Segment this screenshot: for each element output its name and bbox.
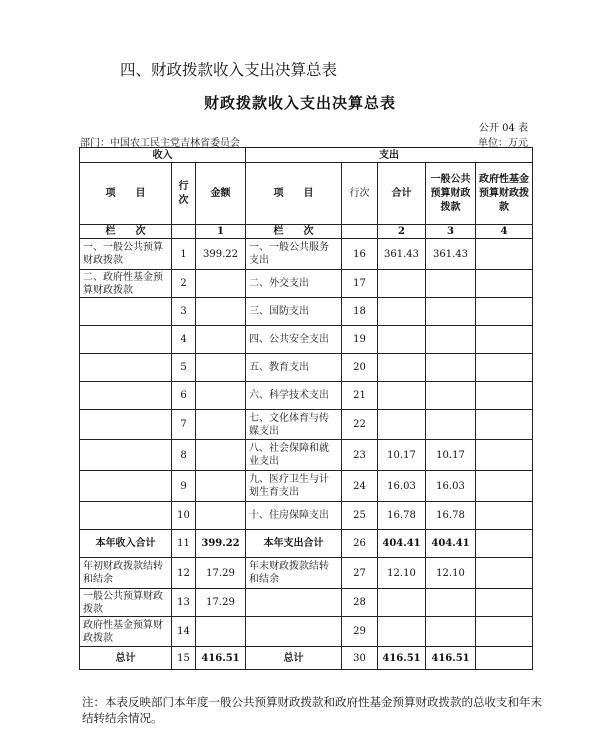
expense-total [378, 410, 426, 440]
income-item [80, 354, 172, 382]
expense-item: 四、公共安全支出 [246, 326, 342, 354]
col-index-1: 1 [196, 225, 246, 239]
expense-general-budget [426, 410, 476, 440]
income-line-no: 11 [172, 530, 196, 558]
table-row [80, 530, 533, 558]
income-amount [196, 502, 246, 530]
expense-general-budget: 16.03 [426, 471, 476, 502]
expense-column-label: 栏 次 [246, 225, 342, 239]
income-line-no: 3 [172, 298, 196, 326]
table-row [80, 589, 533, 617]
expense-total-header: 合计 [378, 163, 426, 225]
income-amount: 399.22 [196, 239, 246, 270]
expense-line-no: 29 [342, 617, 378, 647]
income-amount [196, 270, 246, 298]
expense-total: 404.41 [378, 530, 426, 558]
income-amount: 399.22 [196, 530, 246, 558]
expense-fund-budget [476, 270, 533, 298]
income-amount [196, 471, 246, 502]
expense-fund-budget [476, 471, 533, 502]
general-budget-header: 一般公共预算财政拨款 [426, 163, 476, 225]
income-item: 二、政府性基金预算财政拨款 [80, 270, 172, 298]
income-line-no: 5 [172, 354, 196, 382]
income-amount [196, 298, 246, 326]
table-row [80, 502, 533, 530]
income-line-no: 12 [172, 558, 196, 589]
income-amount [196, 382, 246, 410]
col-index-3: 3 [426, 225, 476, 239]
income-line-no: 4 [172, 326, 196, 354]
expense-header: 支出 [246, 148, 533, 163]
expense-general-budget: 416.51 [426, 647, 476, 670]
income-line-no: 13 [172, 589, 196, 617]
expense-line-no: 16 [342, 239, 378, 270]
expense-total: 16.03 [378, 471, 426, 502]
expense-item: 十、住房保障支出 [246, 502, 342, 530]
col-index-4: 4 [476, 225, 533, 239]
income-line-no: 2 [172, 270, 196, 298]
income-item [80, 298, 172, 326]
col-index-2: 2 [378, 225, 426, 239]
expense-line-no: 18 [342, 298, 378, 326]
income-item: 一般公共预算财政拨款 [80, 589, 172, 617]
income-line-no: 15 [172, 647, 196, 670]
income-item: 一、一般公共预算财政拨款 [80, 239, 172, 270]
expense-item-header: 项 目 [246, 163, 342, 225]
expense-general-budget [426, 617, 476, 647]
income-amount [196, 410, 246, 440]
expense-item: 九、医疗卫生与计划生育支出 [246, 471, 342, 502]
expense-line-no: 23 [342, 440, 378, 471]
expense-item [246, 589, 342, 617]
income-item [80, 382, 172, 410]
expense-fund-budget [476, 502, 533, 530]
table-row [80, 382, 533, 410]
footnote: 注：本表反映部门本年度一般公共预算财政拨款和政府性基金预算财政拨款的总收支和年末结转结余情况。 [82, 695, 542, 725]
expense-general-budget [426, 354, 476, 382]
section-heading: 四、财政拨款收入支出决算总表 [120, 61, 338, 79]
table-row [80, 354, 533, 382]
income-item: 本年收入合计 [80, 530, 172, 558]
fund-budget-header: 政府性基金预算财政拨款 [476, 163, 533, 225]
income-line-no: 7 [172, 410, 196, 440]
income-item: 年初财政拨款结转和结余 [80, 558, 172, 589]
table-title: 财政拨款收入支出决算总表 [203, 94, 396, 112]
expense-item: 五、教育支出 [246, 354, 342, 382]
expense-general-budget: 10.17 [426, 440, 476, 471]
income-amount [196, 440, 246, 471]
income-item [80, 471, 172, 502]
income-item-header: 项 目 [80, 163, 172, 225]
income-line-no: 10 [172, 502, 196, 530]
expense-line-no: 26 [342, 530, 378, 558]
expense-fund-budget [476, 382, 533, 410]
expense-fund-budget [476, 617, 533, 647]
income-header: 收入 [80, 148, 246, 163]
expense-item: 七、文化体育与传媒支出 [246, 410, 342, 440]
expense-total: 10.17 [378, 440, 426, 471]
expense-general-budget [426, 382, 476, 410]
expense-total [378, 298, 426, 326]
expense-total [378, 617, 426, 647]
expense-total [378, 270, 426, 298]
expense-total: 416.51 [378, 647, 426, 670]
table-row [80, 239, 533, 270]
income-line-no: 9 [172, 471, 196, 502]
expense-fund-budget [476, 589, 533, 617]
table-row [80, 647, 533, 670]
expense-total [378, 354, 426, 382]
expense-general-budget [426, 326, 476, 354]
expense-fund-budget [476, 298, 533, 326]
expense-total [378, 326, 426, 354]
table-row [80, 471, 533, 502]
table-row [80, 558, 533, 589]
expense-fund-budget [476, 239, 533, 270]
income-item: 总计 [80, 647, 172, 670]
income-amount: 17.29 [196, 558, 246, 589]
expense-item: 八、社会保障和就业支出 [246, 440, 342, 471]
expense-general-budget: 404.41 [426, 530, 476, 558]
unit-label: 单位：万元 [478, 138, 528, 149]
expense-item [246, 617, 342, 647]
expense-total: 361.43 [378, 239, 426, 270]
expense-general-budget [426, 589, 476, 617]
form-number: 公开 04 表 [478, 123, 528, 134]
expense-fund-budget [476, 558, 533, 589]
expense-line-no: 27 [342, 558, 378, 589]
expense-line-no: 22 [342, 410, 378, 440]
income-item [80, 502, 172, 530]
expense-fund-budget [476, 440, 533, 471]
expense-line-no: 28 [342, 589, 378, 617]
expense-general-budget: 361.43 [426, 239, 476, 270]
expense-line-no: 20 [342, 354, 378, 382]
expense-line-no: 24 [342, 471, 378, 502]
income-line-header: 行次 [172, 163, 196, 225]
expense-general-budget [426, 270, 476, 298]
income-amount: 416.51 [196, 647, 246, 670]
expense-item: 六、科学技术支出 [246, 382, 342, 410]
table-row [80, 270, 533, 298]
department-label: 部门：中国农工民主党吉林省委员会 [80, 138, 240, 149]
expense-item: 一、一般公共服务支出 [246, 239, 342, 270]
expense-line-no: 21 [342, 382, 378, 410]
expense-total: 12.10 [378, 558, 426, 589]
expense-line-no: 19 [342, 326, 378, 354]
income-item [80, 410, 172, 440]
income-amount: 17.29 [196, 589, 246, 617]
table-row [80, 440, 533, 471]
expense-general-budget [426, 298, 476, 326]
expense-general-budget: 16.78 [426, 502, 476, 530]
income-line-no: 14 [172, 617, 196, 647]
income-amount [196, 617, 246, 647]
table-row [80, 410, 533, 440]
expense-line-header: 行次 [342, 163, 378, 225]
table-row [80, 298, 533, 326]
expense-total: 16.78 [378, 502, 426, 530]
expense-fund-budget [476, 326, 533, 354]
expense-total [378, 589, 426, 617]
expense-general-budget: 12.10 [426, 558, 476, 589]
expense-line-no: 30 [342, 647, 378, 670]
expense-item: 年末财政拨款结转和结余 [246, 558, 342, 589]
table-row [80, 617, 533, 647]
income-amount [196, 326, 246, 354]
expense-line-no: 17 [342, 270, 378, 298]
expense-item: 本年支出合计 [246, 530, 342, 558]
expense-item: 三、国防支出 [246, 298, 342, 326]
expense-line-no: 25 [342, 502, 378, 530]
expense-item: 二、外交支出 [246, 270, 342, 298]
expense-fund-budget [476, 530, 533, 558]
income-amount [196, 354, 246, 382]
expense-fund-budget [476, 354, 533, 382]
income-line-no: 1 [172, 239, 196, 270]
table-row [80, 326, 533, 354]
income-column-label: 栏 次 [80, 225, 172, 239]
income-item [80, 326, 172, 354]
income-item [80, 440, 172, 471]
expense-total [378, 382, 426, 410]
expense-item: 总计 [246, 647, 342, 670]
expense-fund-budget [476, 410, 533, 440]
budget-table [79, 147, 533, 670]
income-amount-header: 金额 [196, 163, 246, 225]
income-line-no: 6 [172, 382, 196, 410]
income-item: 政府性基金预算财政拨款 [80, 617, 172, 647]
income-line-no: 8 [172, 440, 196, 471]
expense-fund-budget [476, 647, 533, 670]
